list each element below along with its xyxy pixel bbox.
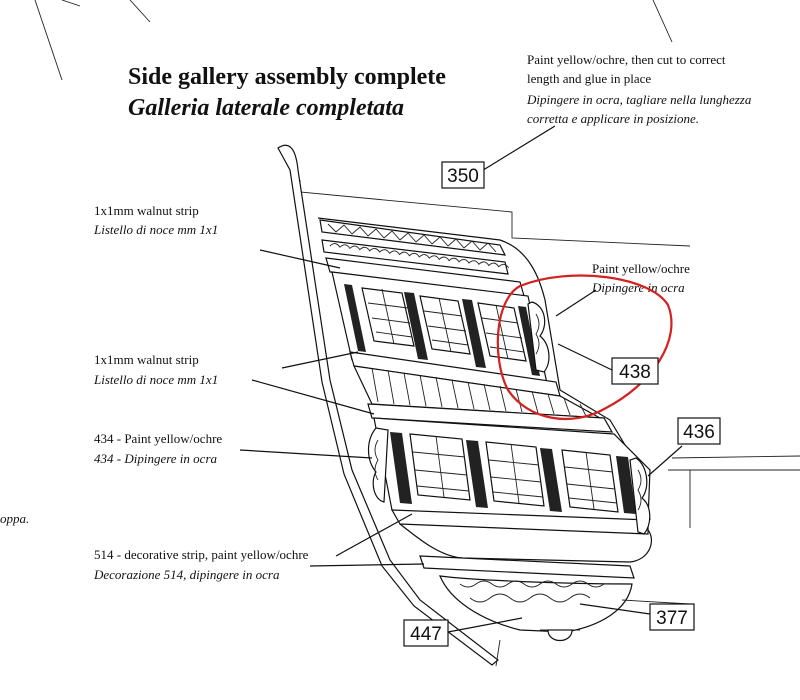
- note-350-it-1: Dipingere in ocra, tagliare nella lunghezza: [527, 92, 752, 107]
- note-514-en: 514 - decorative strip, paint yellow/ochre: [94, 547, 309, 562]
- callout-438-label: 438: [619, 362, 651, 383]
- note-walnut-mid-en: 1x1mm walnut strip: [94, 352, 199, 367]
- callout-447: [404, 620, 448, 646]
- note-434-en: 434 - Paint yellow/ochre: [94, 431, 223, 446]
- bottom-stem-line: [496, 640, 500, 666]
- callout-447-label: 447: [410, 624, 442, 645]
- note-438-it: Dipingere in ocra: [592, 280, 685, 295]
- note-walnut-top-it: Listello di noce mm 1x1: [94, 222, 219, 237]
- title-english: Side gallery assembly complete: [128, 64, 446, 90]
- callout-350-label: 350: [447, 166, 479, 187]
- note-350-en-1: Paint yellow/ochre, then cut to correct: [527, 52, 726, 67]
- ship-gallery-drawing: [278, 145, 800, 665]
- note-walnut-mid-it: Listello di noce mm 1x1: [94, 372, 219, 387]
- note-514-it: Decorazione 514, dipingere in ocra: [94, 567, 280, 582]
- callout-436: [678, 418, 720, 444]
- note-434-it: 434 - Dipingere in ocra: [94, 451, 217, 466]
- note-walnut-top-en: 1x1mm walnut strip: [94, 203, 199, 218]
- title-italian: Galleria laterale completata: [128, 95, 404, 121]
- note-350-it-2: corretta e applicare in posizione.: [527, 111, 699, 126]
- callout-350: [442, 162, 484, 188]
- callout-436-label: 436: [683, 422, 715, 443]
- edge-fragment-text: oppa.: [0, 511, 30, 526]
- callout-377: [650, 604, 694, 630]
- note-438-en: Paint yellow/ochre: [592, 261, 690, 276]
- note-350-en-2: length and glue in place: [527, 71, 652, 86]
- callout-438: [612, 358, 658, 384]
- callout-377-label: 377: [656, 608, 688, 629]
